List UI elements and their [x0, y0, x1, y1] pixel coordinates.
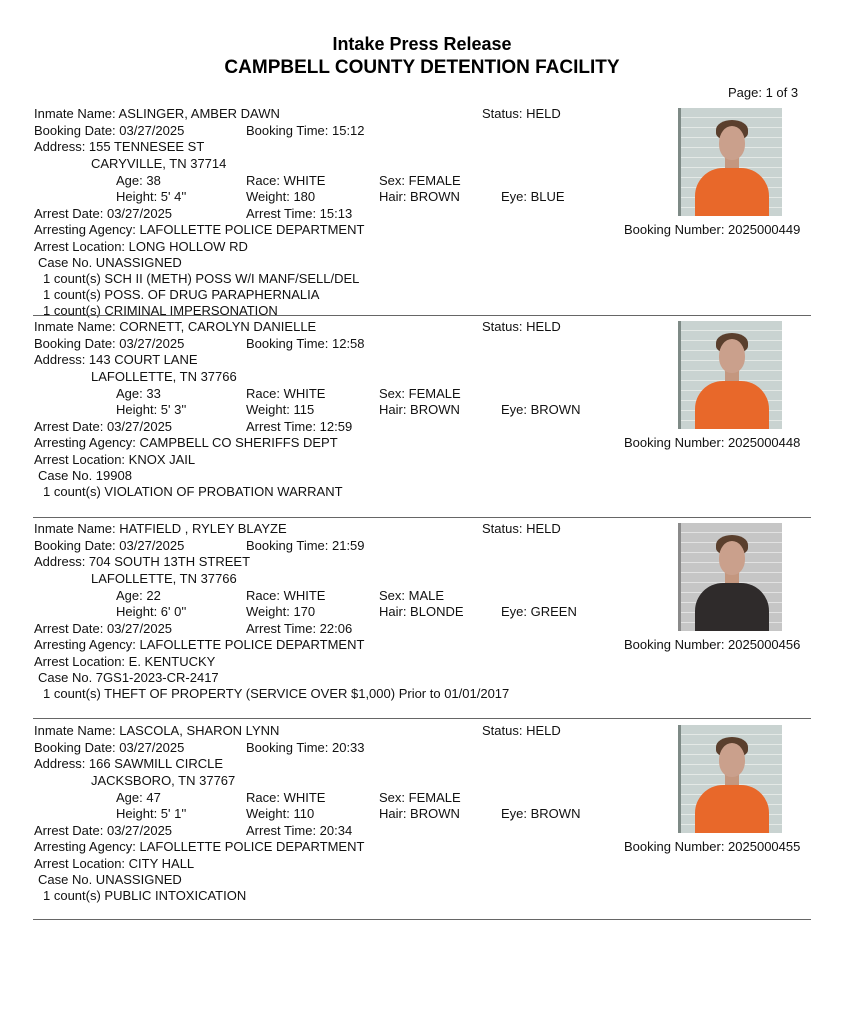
arrest-date: Arrest Date: 03/27/2025	[34, 419, 173, 434]
sex: Sex: FEMALE	[379, 173, 461, 188]
booking-number: Booking Number: 2025000448	[624, 435, 801, 450]
charge-line: 1 count(s) VIOLATION OF PROBATION WARRANT	[43, 484, 343, 499]
record-divider	[33, 718, 811, 719]
arrest-time: Arrest Time: 12:59	[246, 419, 353, 434]
mugshot-head	[719, 126, 745, 160]
eye: Eye: GREEN	[501, 604, 577, 619]
page-number: Page: 1 of 3	[728, 85, 799, 100]
race: Race: WHITE	[246, 588, 326, 603]
address-line-1: Address: 155 TENNESEE ST	[34, 139, 205, 154]
sex: Sex: FEMALE	[379, 790, 461, 805]
mugshot-clothing	[695, 785, 769, 833]
address-line-2: CARYVILLE, TN 37714	[91, 156, 227, 171]
booking-number: Booking Number: 2025000456	[624, 637, 801, 652]
arrest-location: Arrest Location: LONG HOLLOW RD	[34, 239, 248, 254]
mugshot-head	[719, 541, 745, 575]
booking-number: Booking Number: 2025000455	[624, 839, 801, 854]
charge-line: 1 count(s) SCH II (METH) POSS W/I MANF/SELL/DEL	[43, 271, 360, 286]
inmate-name: Inmate Name: LASCOLA, SHARON LYNN	[34, 723, 280, 738]
mugshot-photo	[678, 108, 782, 216]
address-line-1: Address: 143 COURT LANE	[34, 352, 198, 367]
age: Age: 33	[116, 386, 161, 401]
arrest-location: Arrest Location: E. KENTUCKY	[34, 654, 216, 669]
weight: Weight: 180	[246, 189, 316, 204]
booking-date: Booking Date: 03/27/2025	[34, 740, 185, 755]
booking-date: Booking Date: 03/27/2025	[34, 336, 185, 351]
weight: Weight: 115	[246, 402, 315, 417]
address-line-2: JACKSBORO, TN 37767	[91, 773, 236, 788]
address-line-1: Address: 166 SAWMILL CIRCLE	[34, 756, 224, 771]
address-line-2: LAFOLLETTE, TN 37766	[91, 571, 237, 586]
record-divider	[33, 517, 811, 518]
booking-time: Booking Time: 12:58	[246, 336, 365, 351]
booking-time: Booking Time: 15:12	[246, 123, 365, 138]
arrest-location: Arrest Location: KNOX JAIL	[34, 452, 196, 467]
arrest-date: Arrest Date: 03/27/2025	[34, 621, 173, 636]
charge-line: 1 count(s) CRIMINAL IMPERSONATION	[43, 303, 278, 318]
arrest-location: Arrest Location: CITY HALL	[34, 856, 195, 871]
arrest-time: Arrest Time: 15:13	[246, 206, 353, 221]
arrest-date: Arrest Date: 03/27/2025	[34, 823, 173, 838]
sex: Sex: MALE	[379, 588, 445, 603]
record-divider	[33, 919, 811, 920]
case-number: Case No. UNASSIGNED	[38, 255, 182, 270]
arresting-agency: Arresting Agency: LAFOLLETTE POLICE DEPARTMENT	[34, 637, 365, 652]
mugshot-clothing	[695, 168, 769, 216]
inmate-name: Inmate Name: ASLINGER, AMBER DAWN	[34, 106, 280, 121]
inmate-name: Inmate Name: HATFIELD , RYLEY BLAYZE	[34, 521, 287, 536]
sex: Sex: FEMALE	[379, 386, 461, 401]
inmate-name: Inmate Name: CORNETT, CAROLYN DANIELLE	[34, 319, 317, 334]
case-number: Case No. 19908	[38, 468, 132, 483]
arresting-agency: Arresting Agency: CAMPBELL CO SHERIFFS DEPT	[34, 435, 338, 450]
hair: Hair: BROWN	[379, 806, 460, 821]
document-title: Intake Press Release	[332, 34, 512, 54]
arrest-time: Arrest Time: 20:34	[246, 823, 353, 838]
age: Age: 22	[116, 588, 161, 603]
age: Age: 47	[116, 790, 161, 805]
status: Status: HELD	[482, 521, 561, 536]
mugshot-head	[719, 743, 745, 777]
charge-line: 1 count(s) POSS. OF DRUG PARAPHERNALIA	[43, 287, 320, 302]
booking-date: Booking Date: 03/27/2025	[34, 123, 185, 138]
hair: Hair: BROWN	[379, 189, 460, 204]
booking-time: Booking Time: 21:59	[246, 538, 365, 553]
booking-date: Booking Date: 03/27/2025	[34, 538, 185, 553]
mugshot-photo	[678, 725, 782, 833]
mugshot-clothing	[695, 381, 769, 429]
weight: Weight: 110	[246, 806, 315, 821]
hair: Hair: BLONDE	[379, 604, 464, 619]
age: Age: 38	[116, 173, 161, 188]
charge-line: 1 count(s) THEFT OF PROPERTY (SERVICE OVER $1,000) Prior to 01/01/2017	[43, 686, 510, 701]
height: Height: 6' 0''	[116, 604, 187, 619]
status: Status: HELD	[482, 106, 561, 121]
case-number: Case No. UNASSIGNED	[38, 872, 182, 887]
booking-number: Booking Number: 2025000449	[624, 222, 801, 237]
race: Race: WHITE	[246, 386, 326, 401]
charge-line: 1 count(s) PUBLIC INTOXICATION	[43, 888, 247, 903]
weight: Weight: 170	[246, 604, 316, 619]
eye: Eye: BLUE	[501, 189, 565, 204]
status: Status: HELD	[482, 319, 561, 334]
hair: Hair: BROWN	[379, 402, 460, 417]
mugshot-photo	[678, 523, 782, 631]
facility-name: CAMPBELL COUNTY DETENTION FACILITY	[224, 57, 620, 78]
arrest-time: Arrest Time: 22:06	[246, 621, 353, 636]
mugshot-clothing	[695, 583, 769, 631]
record-divider	[33, 315, 811, 316]
mugshot-head	[719, 339, 745, 373]
eye: Eye: BROWN	[501, 402, 581, 417]
case-number: Case No. 7GS1-2023-CR-2417	[38, 670, 219, 685]
address-line-1: Address: 704 SOUTH 13TH STREET	[34, 554, 251, 569]
race: Race: WHITE	[246, 790, 326, 805]
status: Status: HELD	[482, 723, 561, 738]
race: Race: WHITE	[246, 173, 326, 188]
arresting-agency: Arresting Agency: LAFOLLETTE POLICE DEPARTMENT	[34, 839, 365, 854]
eye: Eye: BROWN	[501, 806, 581, 821]
booking-time: Booking Time: 20:33	[246, 740, 365, 755]
address-line-2: LAFOLLETTE, TN 37766	[91, 369, 237, 384]
height: Height: 5' 3''	[116, 402, 187, 417]
mugshot-photo	[678, 321, 782, 429]
height: Height: 5' 1''	[116, 806, 187, 821]
arrest-date: Arrest Date: 03/27/2025	[34, 206, 173, 221]
arresting-agency: Arresting Agency: LAFOLLETTE POLICE DEPARTMENT	[34, 222, 365, 237]
height: Height: 5' 4''	[116, 189, 187, 204]
